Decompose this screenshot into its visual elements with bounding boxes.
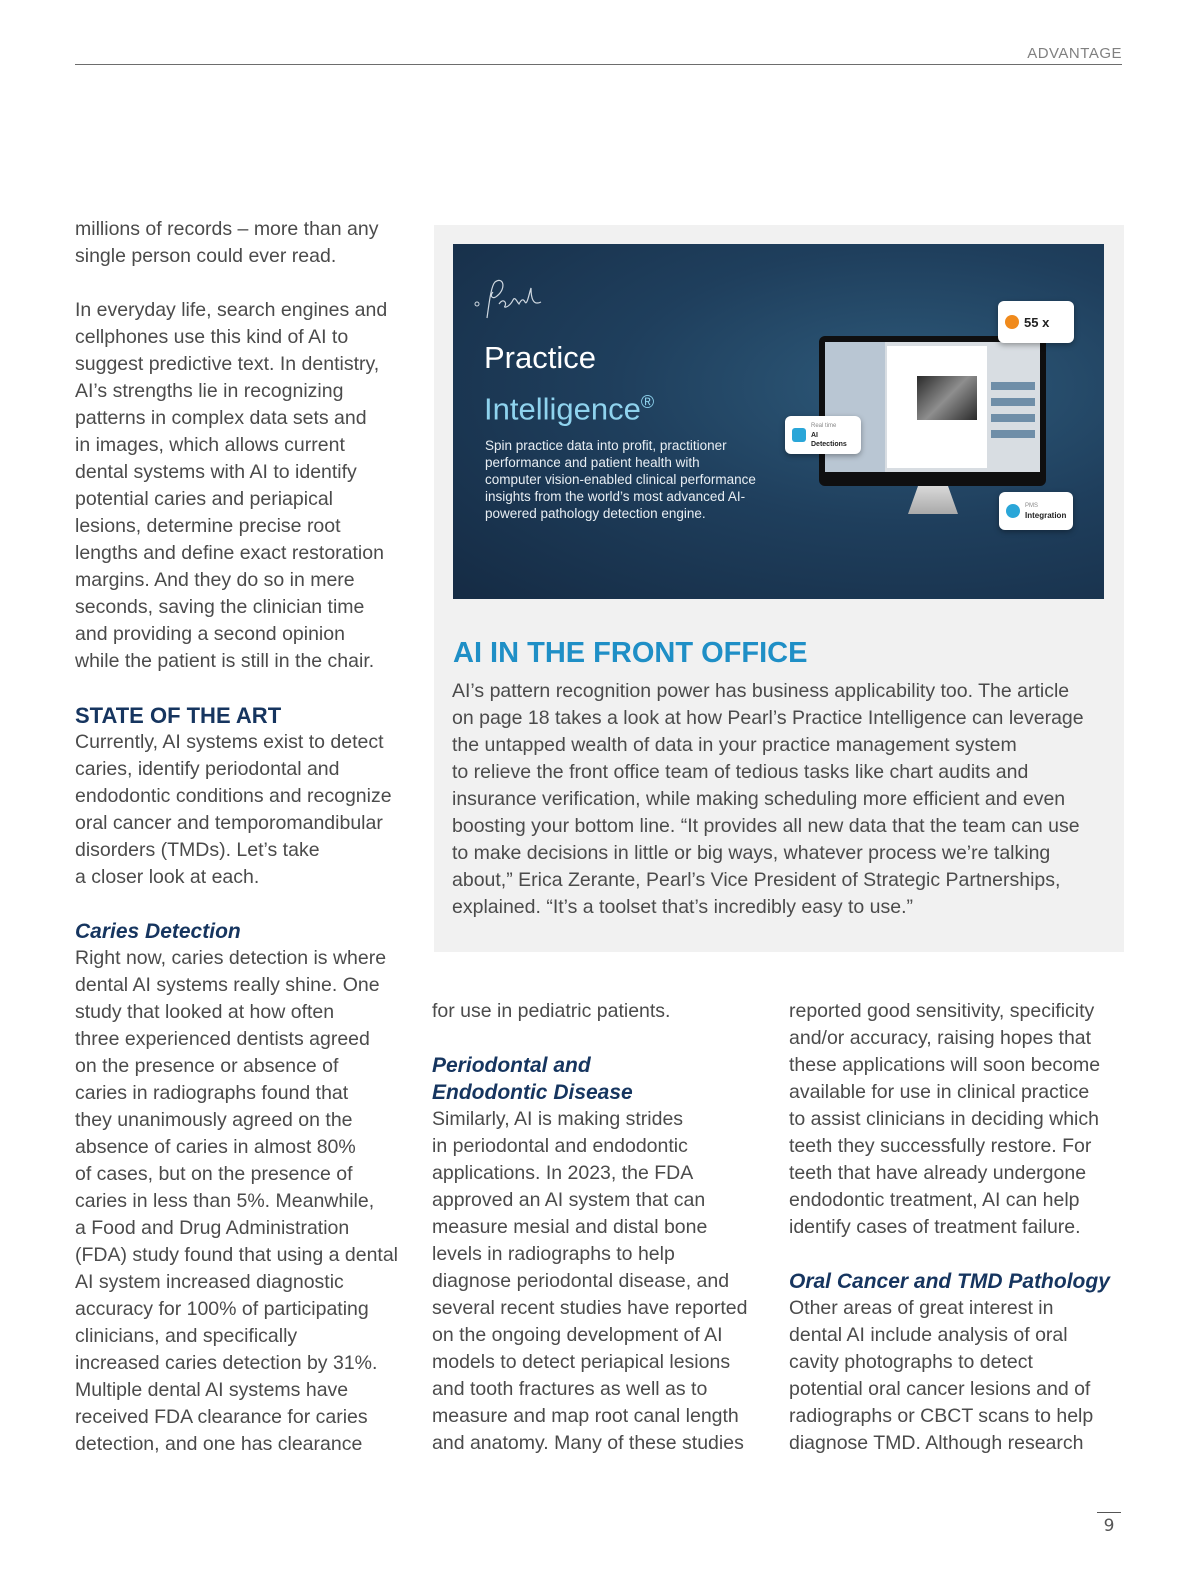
column-1 — [75, 216, 415, 1458]
col2-continued: for use in pediatric patients. — [432, 1000, 671, 1022]
periodontal-body: Similarly, AI is making strides in periodontal and endodontic applications. In 2023, the FDA approved an AI system that can measure mesial and distal bone levels in radiographs to help diagnose periodontal disease, and several recent studies have reported on the ongoing development of AI models to detect periapical lesions and tooth fractures as well as to measure and map root canal length and anatomy. Many of these studies — [432, 1108, 748, 1454]
header-rule — [75, 64, 1122, 65]
page-number-rule — [1097, 1512, 1121, 1513]
front-office-body: AI’s pattern recognition power has business applicability too. The article on page 18 takes a look at how Pearl’s Practice Intelligence can leverage the untapped wealth of data in your practice management system to relieve the front office team of tedious tasks like chart audits and insurance verification, while making scheduling more efficient and even boosting your bottom line. “It provides all new data that the team can use to make decisions in little or big ways, whatever process we’re talking about,” Erica Zerante, Pearl’s Vice President of Strategic Partnerships, explained. “It’s a toolset that’s incredibly easy to use.” — [452, 680, 1084, 918]
caries-detection-heading: Caries Detection — [75, 920, 241, 943]
intro-paragraph: In everyday life, search engines and cellphones use this kind of AI to suggest predictive text. In dentistry, AI’s strengths lie in recognizing patterns in complex data sets and in images, which allows current dental systems with AI to identify potential caries and periapical lesions, determine precise root lengths and define exact restoration margins. And they do so in mere seconds, saving the clinician time and providing a second opinion while the patient is still in the chair. — [75, 299, 388, 672]
ai-badge-label: AI Detections — [811, 431, 847, 448]
ai-badge-small: Real time — [811, 422, 837, 429]
trademark-symbol: ® — [640, 392, 655, 412]
xray-image — [917, 376, 977, 420]
oral-cancer-body: Other areas of great interest in dental AI include analysis of oral cavity photographs to detect potential oral cancer lesions and of radiographs or CBCT scans to help diagnose TMD. Although research — [789, 1297, 1094, 1454]
caries-detection-body: Right now, caries detection is where dental AI systems really shine. One study that looked at how often three experienced dentists agreed on the presence or absence of caries in radiographs found that they unanimously agreed on the absence of caries in almost 80% of cases, but on the presence of caries in less than 5%. Meanwhile, a Food and Drug Administration (FDA) study found that using a dental AI system increased diagnostic accuracy for 100% of participating clinicians, and specifically increased caries detection by 31%. Multiple dental AI systems have received FDA clearance for caries detection, and one has clearance — [75, 947, 399, 1455]
state-of-the-art-heading: STATE OF THE ART — [75, 703, 282, 728]
intro-continued: millions of records – more than any single person could ever read. — [75, 218, 379, 267]
column-2 — [432, 998, 777, 1457]
pearl-logo-icon — [473, 274, 543, 324]
col3-continued: reported good sensitivity, specificity and/or accuracy, raising hopes that these applications will soon become available for use in clinical practice to assist clinicians in deciding which teeth they successfully restore. For teeth that have already undergone endodontic treatment, AI can help identify cases of treatment failure. — [789, 1000, 1101, 1238]
promo-description: Spin practice data into profit, practitioner performance and patient health with computer vision-enabled clinical performance insights from the world’s most advanced AI- powered pathology detection engine. — [485, 438, 756, 521]
promo-title-line1: Practice — [484, 340, 596, 375]
multiplier-value: 55 x — [1024, 314, 1050, 330]
screen-patient-panel — [887, 346, 987, 468]
pms-integration-badge — [999, 492, 1073, 530]
state-of-the-art-body: Currently, AI systems exist to detect caries, identify periodontal and endodontic conditions and recognize oral cancer and temporomandibular disorders (TMDs). Let’s take a closer look at each. — [75, 731, 392, 888]
promo-title-intelligence: Intelligence — [484, 391, 641, 427]
page-number: 9 — [1103, 1516, 1115, 1536]
trend-icon — [1005, 315, 1019, 329]
multiplier-badge — [998, 301, 1074, 343]
detection-icon — [792, 428, 806, 442]
ai-detections-badge — [785, 416, 861, 454]
pms-badge-label: Integration — [1025, 511, 1067, 520]
pms-badge-small: PMS — [1025, 503, 1039, 509]
column-3 — [789, 998, 1129, 1457]
front-office-heading: AI IN THE FRONT OFFICE — [453, 637, 808, 669]
practice-intelligence-ad — [453, 244, 1104, 599]
periodontal-heading: Periodontal and Endodontic Disease — [432, 1054, 633, 1104]
monitor-stand — [908, 486, 958, 514]
section-label: ADVANTAGE — [1027, 45, 1122, 62]
promo-title-line2 — [484, 384, 654, 427]
oral-cancer-heading: Oral Cancer and TMD Pathology — [789, 1270, 1110, 1293]
monitor-illustration — [819, 336, 1046, 486]
gear-icon — [1006, 504, 1020, 518]
